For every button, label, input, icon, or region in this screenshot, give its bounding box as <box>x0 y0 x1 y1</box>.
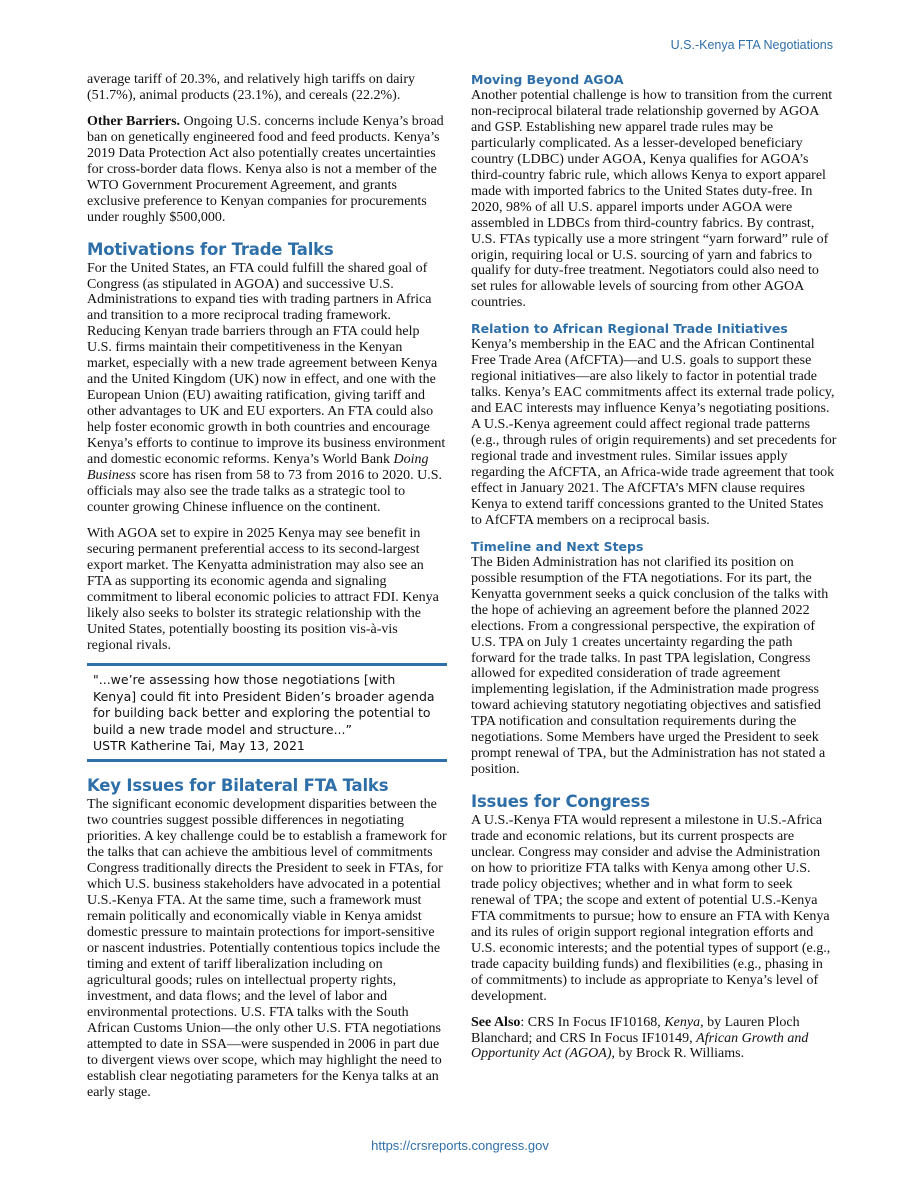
see-also-lead: See Also <box>471 1014 521 1030</box>
running-header: U.S.-Kenya FTA Negotiations <box>670 38 833 52</box>
footer-url[interactable]: https://crsreports.congress.gov <box>371 1138 549 1153</box>
see-also-text-c: , by Brock R. Williams. <box>611 1046 745 1062</box>
quote-attribution: USTR Katherine Tai, May 13, 2021 <box>93 738 305 754</box>
motivations-paragraph-2: With AGOA set to expire in 2025 Kenya may see benefit in securing permanent preferential access to its second-largest export market. The Kenyatta administration may also see an FTA as supporting its economic agenda and signaling commitment to liberal economic policies to attract FDI. Kenya likely also seeks to bolster its strategic relationship with the United States, potentially boosting its position vis-à-vis regional rivals. <box>87 525 439 653</box>
see-also-paragraph <box>471 1015 837 1063</box>
timeline-paragraph: The Biden Administration has not clarified its position on possible resumption of the FTA negotiations. For its part, the Kenyatta government seeks a quick conclusion of the talks with the hope of achieving an agreement before the planned 2022 elections. From a congressional perspective, the expiration of U.S. TPA on July 1 creates uncertainty regarding the path forward for the trade talks. In past TPA legislation, Congress allowed for expedited consideration of trade agreement implementing legislation, if the Administration made progress toward achieving statutory negotiating objectives and satisfied TPA notification and consultation requirements during the negotiations. Some Members have urged the President to seek prompt renewal of TPA, but the Administration has not stated a position. <box>471 554 829 778</box>
regional-paragraph: Kenya’s membership in the EAC and the African Continental Free Trade Area (AfCFTA)—and U.S. goals to support these regional initiatives—are also likely to factor in potential trade talks. Kenya’s EAC commitments affect its external trade policy, and EAC interests may influence Kenya’s negotiating positions. A U.S.-Kenya agreement could affect regional trade patterns (e.g., through rules of origin requirements) and set precedents for regional trade and investment rules. Similar issues apply regarding the AfCFTA, an Africa-wide trade agreement that took effect in January 2021. The AfCFTA’s MFN clause requires Kenya to extend tariff concessions granted to the United States to AfCFTA members on a reciprocal basis. <box>471 337 837 528</box>
see-also-text-a: : CRS In Focus IF10168, <box>520 1014 665 1030</box>
motivations-heading: Motivations for Trade Talks <box>87 239 334 259</box>
other-barriers-paragraph <box>87 114 447 226</box>
right-column <box>471 72 837 1072</box>
left-column <box>87 72 447 1111</box>
key-issues-paragraph: The significant economic development disparities between the two countries suggest possible differences in negotiating priorities. A key challenge could be to establish a framework for the talks that can achieve the ambitious level of commitments Congress traditionally directs the President to seek in FTAs, for which U.S. business stakeholders have advocated in a potential U.S.-Kenya FTA. At the same time, such a framework must remain politically and economically viable in Kenya amidst domestic pressure to maintain protections for import-sensitive or nascent industries. Potentially contentious topics include the timing and extent of tariff liberalization including on agricultural goods; rules on intellectual property rights, investment, and data flows; and the level of labor and environmental protections. U.S. FTA talks with the South African Customs Union—the only other U.S. FTA negotiations attempted to date in SSA—were suspended in 2006 in part due to divergent views over scope, which may highlight the need to establish clear negotiating parameters for the Kenya talks at an early stage. <box>87 797 447 1100</box>
quote-text: "...we’re assessing how those negotiations [with Kenya] could fit into President Biden’s broader agenda for building back better and exploring the potential to build a new trade model and structure...” <box>93 672 435 737</box>
regional-initiatives-heading: Relation to African Regional Trade Initiatives <box>471 321 788 337</box>
moving-beyond-agoa-heading: Moving Beyond AGOA <box>471 72 624 87</box>
see-also-text-b: , by Lauren Ploch Blanchard; and CRS In Focus IF10149, <box>471 1014 800 1046</box>
doing-business-title: Doing Business <box>87 452 429 483</box>
motivations-text-a: For the United States, an FTA could fulfill the shared goal of Congress (as stipulated in AGOA) and successive U.S. Administrations to expand ties with trading partners in Africa and transition to a more reciprocal trading framework. Reducing Kenyan trade barriers through an FTA could help U.S. firms maintain their competitiveness in the Kenyan market, especially with a new trade agreement between Kenya and the United Kingdom (UK) now in effect, and one with the European Union (EU) awaiting ratification, giving tariff and other advantages to UK and EU exporters. An FTA could also help foster economic growth in both countries and encourage Kenya’s efforts to continue to improve its business environment and domestic economic reforms. Kenya’s World Bank <box>87 260 446 468</box>
see-also-kenya-title: Kenya <box>664 1014 701 1030</box>
issues-for-congress-heading: Issues for Congress <box>471 792 650 812</box>
agoa-paragraph: Another potential challenge is how to transition from the current non-reciprocal bilateral trade relationship governed by AGOA and GSP. Establishing new apparel trade rules may be particularly complicated. As a lesser-developed beneficiary country (LDBC) under AGOA, Kenya qualifies for AGOA’s third-country fabric rule, which allows Kenya to export apparel made with imported fabrics to the United States duty-free. In 2020, 98% of all U.S. apparel imports under AGOA were assembled in LDBCs from third-country fabrics. By contrast, U.S. FTAs typically use a more stringent “yarn forward” rule of origin, requiring local or U.S. sourcing of yarn and fabrics to qualify for duty-free treatment. Negotiators could also need to set rules for allowable levels of sourcing from other AGOA countries. <box>471 88 833 311</box>
other-barriers-body: Ongoing U.S. concerns include Kenya’s broad ban on genetically engineered food and feed products. Kenya’s 2019 Data Protection Act also potentially creates uncertainties for cross-border data flows. Kenya also is not a member of the WTO Government Procurement Agreement, and grants exclusive preference to Kenyan companies for procurements under roughly $500,000. <box>87 113 444 225</box>
tariffs-paragraph: average tariff of 20.3%, and relatively high tariffs on dairy (51.7%), animal products (23.1%), and cereals (22.2%). <box>87 72 415 103</box>
other-barriers-lead: Other Barriers. <box>87 113 181 129</box>
motivations-paragraph-1 <box>87 261 447 516</box>
congress-paragraph: A U.S.-Kenya FTA would represent a milestone in U.S.-Africa trade and economic relations, but its current prospects are unclear. Congress may consider and advise the Administration on how to prioritize FTA talks with Kenya among other U.S. trade policy objectives; whether and in what form to seek renewal of TPA; the scope and extent of potential U.S.-Kenya FTA commitments to pursue; how to ensure an FTA with Kenya and its rules of origin support regional integration efforts and U.S. economic interests; and the potential types of support (e.g., trade capacity building funds) and flexibilities (e.g., phasing in of commitments) to include as appropriate to Kenya’s level of development. <box>471 813 831 1004</box>
key-issues-heading: Key Issues for Bilateral FTA Talks <box>87 776 389 796</box>
timeline-heading: Timeline and Next Steps <box>471 538 644 554</box>
motivations-text-b: score has risen from 58 to 73 from 2016 to 2020. U.S. officials may also see the trade talks as a strategic tool to counter growing Chinese influence on the continent. <box>87 467 443 515</box>
pull-quote <box>87 663 447 762</box>
see-also-agoa-title: African Growth and Opportunity Act (AGOA) <box>471 1030 809 1062</box>
